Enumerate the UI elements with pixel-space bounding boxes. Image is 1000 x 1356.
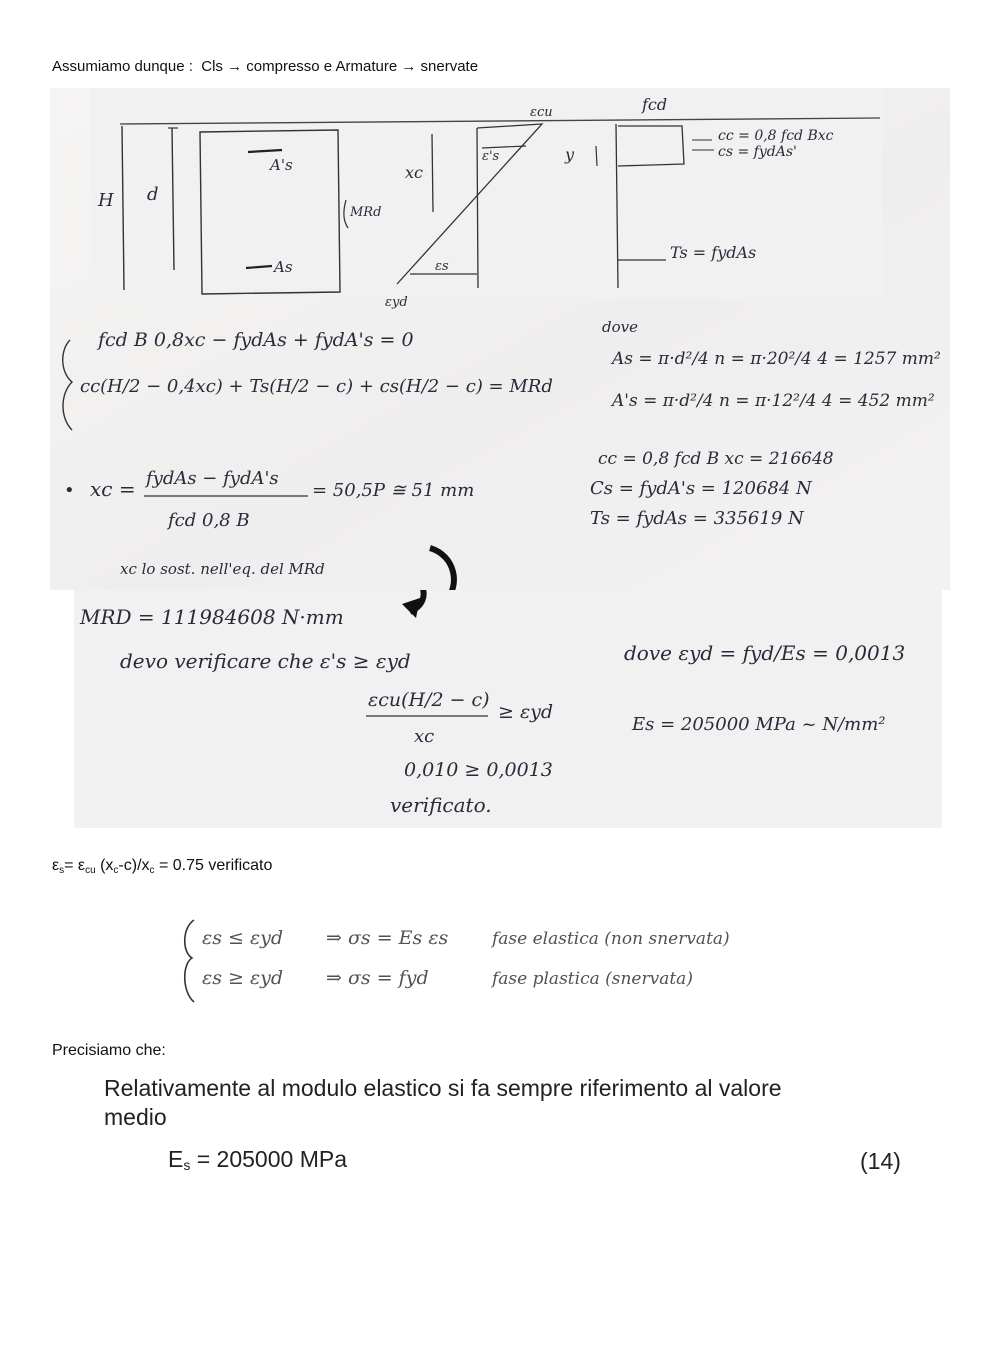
label-As: As [274, 258, 293, 276]
equation-number: (14) [860, 1148, 901, 1174]
minus-x: -c)/x [118, 857, 150, 874]
case1-cond: εs ≤ εyd [202, 927, 284, 949]
ineq-numerator: εcu(H/2 − c) [368, 689, 490, 711]
xc-result: = 50,5P ≅ 51 mm [312, 480, 475, 501]
eq-system-1: fcd B 0,8xc − fydAs + fydA's = 0 [98, 329, 414, 351]
A-prime-s-equation: A's = π·d²/4 n = π·12²/4 4 = 452 mm² [612, 391, 935, 411]
eq-sub-s: s [183, 1157, 191, 1173]
intro-snervate: snervate [420, 58, 479, 75]
label-y: y [565, 145, 575, 164]
strain-tail: = 0.75 verificato [154, 857, 273, 874]
cases-svg [180, 912, 830, 1008]
eq-system-2: cc(H/2 − 0,4xc) + Ts(H/2 − c) + cs(H/2 − c) = MRd [80, 376, 553, 397]
sub-c2: c [149, 865, 155, 876]
intro-compresso: compresso e Armature [246, 58, 398, 75]
case2-impl: ⇒ σs = fyd [326, 967, 429, 989]
eq-value: = 205000 MPa [196, 1146, 347, 1172]
case1-impl: ⇒ σs = Es εs [326, 927, 449, 949]
xc-denominator: fcd 0,8 B [168, 510, 250, 531]
xc-note: xc lo sost. nell'eq. del MRd [120, 560, 325, 578]
quote-block [104, 1074, 924, 1132]
label-d: d [147, 184, 159, 205]
eps-symbol: ε [52, 857, 60, 874]
verificato-label: verificato. [390, 793, 492, 817]
cases-image [180, 912, 830, 1008]
label-MRd: MRd [350, 205, 382, 220]
label-A-prime-s: A's [270, 156, 293, 174]
ineq-rhs: ≥ εyd [498, 701, 554, 723]
case2-desc: fase plastica (snervata) [492, 969, 693, 989]
eq-E: E [168, 1146, 184, 1172]
dove-label: dove [602, 318, 638, 336]
case1-desc: fase elastica (non snervata) [492, 929, 730, 949]
verification-notes [74, 590, 942, 828]
es-value: Es = 205000 MPa ~ N/mm² [632, 714, 886, 735]
label-H: H [98, 190, 114, 211]
intro-prefix: Assumiamo dunque : [52, 58, 193, 75]
label-cc-eq: cc = 0,8 fcd Bxc [718, 128, 834, 144]
label-fcd: fcd [642, 95, 668, 114]
devo-verificare: devo verificare che ε's ≥ εyd [120, 649, 411, 673]
strain-line [52, 857, 272, 880]
section-sketch [50, 88, 950, 590]
xc-numerator: fydAs − fydA's [146, 468, 279, 489]
label-eps-cu: εcu [530, 105, 553, 120]
arrow-icon: → [401, 58, 417, 75]
case2-cond: εs ≥ εyd [202, 967, 284, 989]
label-eps-s: εs [435, 259, 449, 274]
xc-lhs: xc = [90, 477, 136, 501]
handwritten-photo-1 [50, 88, 950, 590]
label-xc: xc [405, 163, 423, 182]
label-eps-yd: εyd [385, 295, 408, 310]
sub-cu: cu [85, 865, 96, 876]
cs-value: Cs = fydA's = 120684 N [590, 478, 812, 499]
quote-line-2: medio [104, 1104, 167, 1130]
dove-eyd: dove εyd = fyd/Es = 0,0013 [624, 641, 906, 665]
sub-c1: c [113, 865, 119, 876]
quote-line-1: Relativamente al modulo elastico si fa sempre riferimento al valore [104, 1075, 782, 1101]
As-equation: As = π·d²/4 n = π·20²/4 4 = 1257 mm² [612, 349, 941, 369]
label-cs-eq: cs = fydAs' [718, 144, 797, 160]
ts-value: Ts = fydAs = 335619 N [590, 508, 804, 529]
modulus-equation [168, 1146, 347, 1173]
precisiamo-line: Precisiamo che: [52, 1042, 166, 1059]
cc-value: cc = 0,8 fcd B xc = 216648 [598, 449, 834, 469]
intro-line [52, 58, 478, 76]
handwritten-photo-2 [74, 590, 942, 828]
numeric-check: 0,010 ≥ 0,0013 [404, 759, 553, 781]
arrow-icon: → [227, 58, 243, 75]
ineq-denominator: xc [414, 726, 435, 747]
mrd-value: MRD = 111984608 N·mm [80, 605, 344, 629]
label-ts-eq: Ts = fydAs [670, 243, 757, 262]
eq-eps: = ε [64, 857, 86, 874]
bullet: • [64, 480, 75, 501]
label-eps-prime-s: ε's [482, 149, 500, 164]
sub-s: s [59, 865, 65, 876]
intro-cls: Cls [201, 58, 223, 75]
open-x: (x [95, 857, 114, 874]
